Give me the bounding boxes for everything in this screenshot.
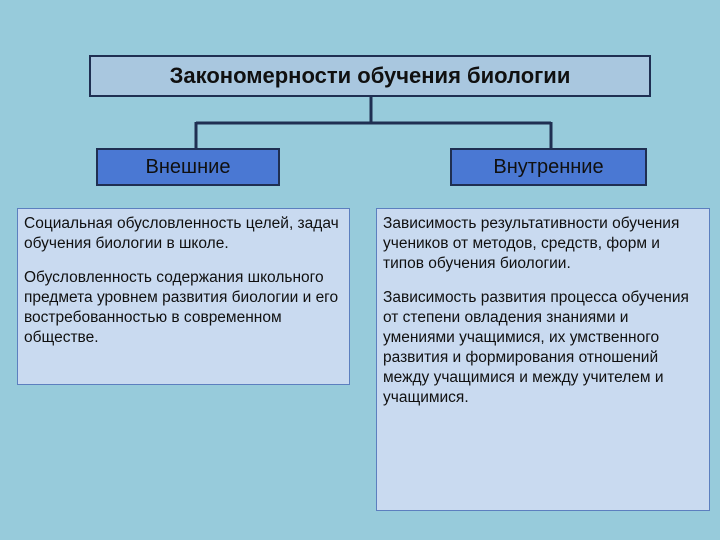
category-external-label: Внешние bbox=[145, 155, 231, 178]
internal-item: Зависимость результативности обучения учеников от методов, средств, форм и типов обучения биологии. bbox=[383, 215, 680, 272]
diagram-title bbox=[89, 55, 651, 97]
external-item: Обусловленность содержания школьного предмета уровнем развития биологии и его востребованностью в современном обществе. bbox=[24, 269, 339, 346]
internal-content-box bbox=[376, 208, 710, 511]
internal-item: Зависимость развития процесса обучения от степени овладения знаниями и умениями учащимися, их умственного развития и формирования отношений между учащимися и между учителем и учащимися. bbox=[383, 289, 689, 406]
external-item: Социальная обусловленность целей, задач обучения биологии в школе. bbox=[24, 215, 339, 252]
category-external bbox=[96, 148, 280, 186]
category-internal bbox=[450, 148, 647, 186]
external-content-box bbox=[17, 208, 350, 385]
category-internal-label: Внутренние bbox=[493, 155, 604, 178]
diagram-title-text: Закономерности обучения биологии bbox=[169, 63, 571, 88]
